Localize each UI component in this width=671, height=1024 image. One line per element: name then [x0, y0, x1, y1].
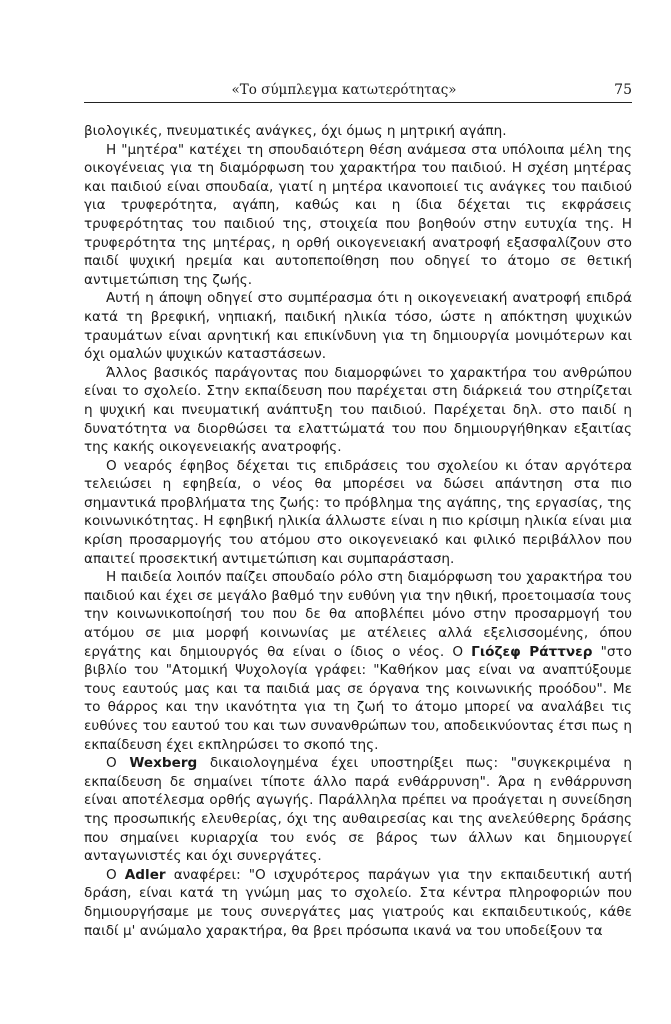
paragraph-text: αναφέρει: "Ο ισχυρότερος παράγων για την εκπαιδευτική αυτή δράση, είναι κατά τη γνώμη μας το σχολείο. Στα κέντρα πληροφοριών που δημιουργήσαμε με τους συνεργάτες μας γιατρούς και εκπαιδευτικούς, κάθε παιδί μ' ανώμαλο χαρακτήρα, θα βρει πρόσωπα ικανά να του υποδείξουν τα [84, 866, 632, 939]
paragraph-8 [84, 866, 632, 940]
paragraph-3 [84, 289, 632, 363]
paragraph-5 [84, 457, 632, 569]
running-header [84, 82, 632, 102]
paragraph-text: Ο [106, 755, 130, 772]
body-text [84, 122, 632, 940]
paragraph-text: Η "μητέρα" κατέχει τη σπουδαιότερη θέση ανάμεσα στα υπόλοιπα μέλη της οικογένειας για τη διαμόρφωση του χαρακτήρα του παιδιού. Η σχέση μητέρας και παιδιού είναι σπουδαία, γιατί η μητέρα ικανοποιεί τις ανάγκες του παιδιού για τρυφερότητα, αγάπη, καθώς και η ίδια δέχεται τις εκφράσεις τρυφερότητας του παιδιού της, στοιχεία που βοηθούν στην ευτυχία της. Η τρυφερότητα της μητέρας, η ορθή οικογενειακή ανατροφή εξασφαλίζουν στο παιδί ψυχική ηρεμία και αυτοπεποίθηση που οδηγεί το άτομο σε θετική αντιμετώπιση της ζωής. [84, 141, 632, 288]
paragraph-text: "στο βιβλίο του "Ατομική Ψυχολογία γράφει: "Καθήκον μας είναι να αναπτύξουμε τους εαυτούς μας και τα παιδιά μας σε όργανα της κοινωνικής προόδου". Με το θάρρος και την ικανότητα για τη ζωή το άτομο μπορεί να αναλάβει τις ευθύνες του εαυτού του και των συνανθρώπων του, αποδεικνύοντας έτσι πως η εκπαίδευση έχει εκπληρώσει το σκοπό της. [84, 643, 632, 753]
paragraph-text: Ο [106, 866, 125, 883]
paragraph-text: Άλλος βασικός παράγοντας που διαμορφώνει το χαρακτήρα του ανθρώπου είναι το σχολείο. Στην εκπαίδευση που παρέχεται στη διάρκειά του στηρίζεται η ψυχική και πνευματική ανάπτυξη του παιδιού. Παρέχεται δηλ. στο παιδί η δυνατότητα να διορθώσει τα ελαττώματά του που δημιουργήθηκαν εξαιτίας της κακής οικογενειακής ανατροφής. [84, 364, 632, 456]
author-name-rattner: Γιόζεφ Ράττνερ [471, 643, 593, 660]
paragraph-6 [84, 568, 632, 754]
page-number: 75 [614, 82, 632, 98]
paragraph-text: βιολογικές, πνευματικές ανάγκες, όχι όμως η μητρική αγάπη. [84, 123, 507, 139]
paragraph-1 [84, 122, 632, 141]
paragraph-text: Αυτή η άποψη οδηγεί στο συμπέρασμα ότι η οικογενειακή ανατροφή επιδρά κατά τη βρεφική, νηπιακή, παιδική ηλικία τόσο, ώστε η απόκτηση ψυχικών τραυμάτων είναι αρνητική και επικίνδυνη για τη δημιουργία μονιμότερων και όχι ομαλών ψυχικών καταστάσεων. [84, 290, 632, 363]
author-name-adler: Adler [124, 866, 166, 883]
paragraph-text: Ο νεαρός έφηβος δέχεται τις επιδράσεις του σχολείου κι όταν αργότερα τελειώσει η εφηβεία, ο νέος θα μπορέσει να δώσει απάντηση στα πιο σημαντικά προβλήματα της ζωής: το πρόβλημα της αγάπης, της εργασίας, της κοινωνικότητας. Η εφηβική ηλικία άλλωστε είναι η πιο κρίσιμη ηλικία είναι μια κρίση προσαρμογής του ατόμου στο οικογενειακό και φιλικό περιβάλλον που απαιτεί προσεκτική αντιμετώπιση και συμπαράσταση. [84, 457, 632, 567]
paragraph-text: δικαιολογημένα έχει υποστηρίξει πως: "συγκεκριμένα η εκπαίδευση δε σημαίνει τίποτε άλλο παρά ενθάρρυνση". Άρα η ενθάρρυνση είναι αποτέλεσμα ορθής αγωγής. Παράλληλα πρέπει να προάγεται η συνείδηση της προσωπικής ελευθερίας, όχι της αυθαιρεσίας και της ανελεύθερης δράσης που σημαίνει κυριαρχία του ενός σε βάρος των άλλων και δημιουργεί ανταγωνιστές και όχι συνεργάτες. [84, 755, 632, 865]
paragraph-2 [84, 141, 632, 290]
author-name-wexberg: Wexberg [129, 755, 198, 772]
paragraph-7 [84, 754, 632, 866]
running-title: «Το σύμπλεγμα κατωτερότητας» [231, 82, 457, 98]
paragraph-text: Η παιδεία λοιπόν παίζει σπουδαίο ρόλο στη διαμόρφωση του χαρακτήρα του παιδιού και έχει σε μεγάλο βαθμό την ευθύνη για την ηθική, προετοιμασία τους την κοινωνικοποίησή του που δε θα αποβλέπει μόνο στην προσαρμογή του ατόμου σε μια μορφή κοινωνίας με ατέλειες αλλά εξελισσομένης, όπου εργάτης και δημιουργός θα είναι ο ίδιος ο νέος. Ο [84, 569, 632, 660]
paragraph-4 [84, 364, 632, 457]
header-rule [84, 102, 632, 103]
